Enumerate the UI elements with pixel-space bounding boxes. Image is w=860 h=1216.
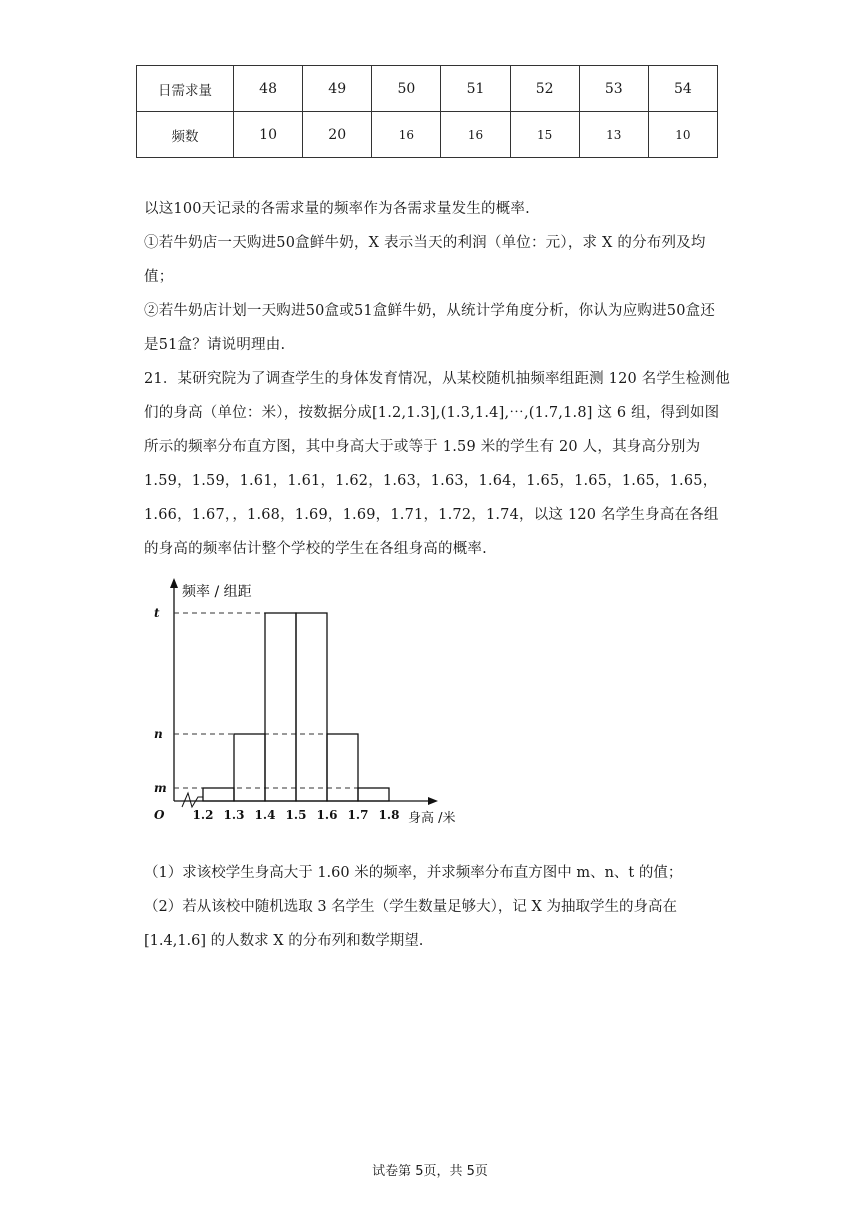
- y-tick-label-m: m: [154, 781, 167, 795]
- x-tick-label: 1.2: [192, 808, 214, 822]
- table-cell: 10: [648, 112, 717, 158]
- histogram-bar-5: [327, 734, 358, 801]
- table-cell: 16: [441, 112, 510, 158]
- y-axis-arrow: [170, 578, 178, 588]
- histogram-bar-1: [203, 788, 234, 801]
- x-tick-label: 1.5: [285, 808, 307, 822]
- table-cell: 50: [372, 66, 441, 112]
- x-tick-label: 1.4: [254, 808, 276, 822]
- table-cell: 10: [234, 112, 303, 158]
- y-axis-label: 频率 / 组距: [182, 584, 252, 600]
- table-cell: 53: [579, 66, 648, 112]
- table-cell: 16: [372, 112, 441, 158]
- histogram-chart: [150, 578, 470, 830]
- table-row-frequency: [137, 112, 718, 158]
- x-tick-label: 1.3: [223, 808, 245, 822]
- table-cell: 51: [441, 66, 510, 112]
- x-tick-label: 1.6: [316, 808, 338, 822]
- table-cell: 13: [579, 112, 648, 158]
- q21-stem: 21．某研究院为了调查学生的身体发育情况，从某校随机抽频率组距测 120 名学生检测他们的身高（单位：米），按数据分成[1.2,1.3],(1.3,1.4],⋯,(1.7,1.8] 这 6 组，得到如图所示的频率分布直方图，其中身高大于或等于 1.59 米的学生有 20 人，其身高分别为 1.59，1.59，1.61，1.61，1.62，1.63，1.63，1.64，1.65，1.65，1.65，1.65，1.66，1.67，，1.68，1.69，1.69，1.71，1.72，1.74，以这 120 名学生身高在各组的身高的频率估计整个学校的学生在各组身高的概率.: [144, 371, 730, 557]
- y-tick-label-n: n: [154, 727, 163, 741]
- table-cell: 48: [234, 66, 303, 112]
- histogram-bar-2: [234, 734, 265, 801]
- q21-subquestion-2b: [1.4,1.6] 的人数求 X 的分布列和数学期望.: [144, 933, 424, 949]
- x-tick-label: 1.8: [378, 808, 400, 822]
- table-cell: 54: [648, 66, 717, 112]
- table-cell: 20: [303, 112, 372, 158]
- q20-part2: ②若牛奶店计划一天购进50盒或51盒鲜牛奶，从统计学角度分析，你认为应购进50盒还是51盒？请说明理由.: [144, 303, 716, 353]
- origin-label: O: [154, 808, 165, 822]
- table-header-demand: 日需求量: [137, 66, 234, 112]
- axis-break-mark: [182, 793, 203, 807]
- histogram-svg: [150, 578, 470, 830]
- y-tick-label-t: t: [154, 606, 160, 620]
- q21-subquestion-2a: （2）若从该校中随机选取 3 名学生（学生数量足够大），记 X 为抽取学生的身高在: [144, 899, 677, 915]
- demand-frequency-table: [136, 65, 718, 158]
- table-row-demand: [137, 66, 718, 112]
- table-header-frequency: 频数: [137, 112, 234, 158]
- x-axis-arrow: [428, 797, 438, 805]
- table-cell: 49: [303, 66, 372, 112]
- page-footer: 试卷第 5页，共 5页: [372, 1164, 488, 1179]
- q20-part1: ①若牛奶店一天购进50盒鲜牛奶，X 表示当天的利润（单位：元），求 X 的分布列及均值；: [144, 235, 706, 285]
- x-tick-label: 1.7: [347, 808, 369, 822]
- x-axis-label: 身高 /米: [408, 811, 456, 826]
- q20-probability-note: 以这100天记录的各需求量的频率作为各需求量发生的概率.: [144, 201, 530, 217]
- q21-subquestion-1: （1）求该校学生身高大于 1.60 米的频率，并求频率分布直方图中 m、n、t 的值；: [144, 865, 683, 881]
- table-cell: 15: [510, 112, 579, 158]
- histogram-bar-6: [358, 788, 389, 801]
- table-cell: 52: [510, 66, 579, 112]
- histogram-bar-3: [265, 613, 296, 801]
- histogram-bar-4: [296, 613, 327, 801]
